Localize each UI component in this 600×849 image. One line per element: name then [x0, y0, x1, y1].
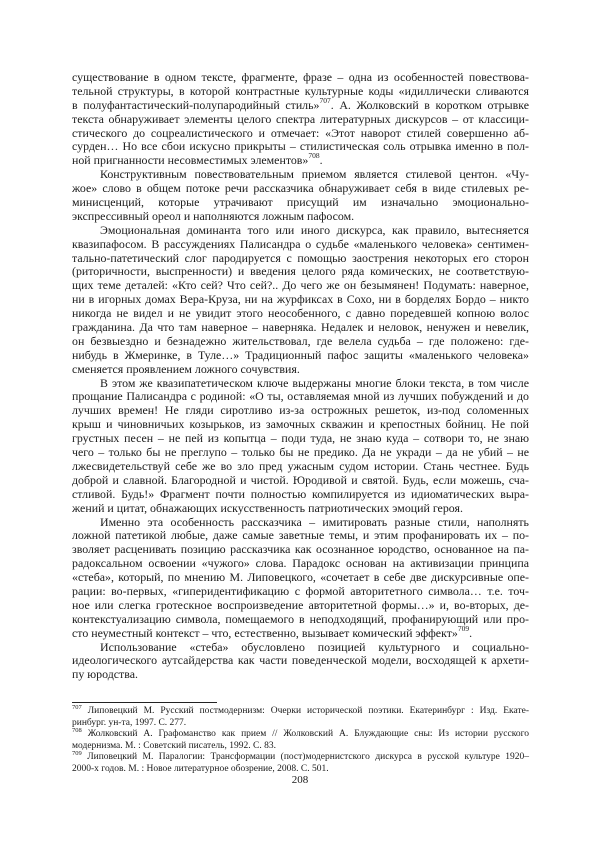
text-segment: . А. Жолковский в коротком отрывке: [330, 97, 529, 112]
text-line: сменяется проявлением ложного сочувствия.: [72, 361, 300, 376]
footnote-line: [72, 752, 529, 764]
text-line: нибудь в Жмеринке, в Туле…» Традиционный пафос защиты «маленького человека»: [72, 347, 529, 362]
text-segment: ной пригнанности несовместимых элементов»: [72, 153, 309, 168]
text-line: «стеба», который, по мнению М. Липовецкого, «сочетает в себе две дискурсивные опе-: [72, 570, 529, 585]
text-line: Конструктивным повествовательным приемом является стилевой центон. «Чу-: [100, 167, 529, 182]
text-line: тельной структуры, в которой контрастные культурные коды «идиллически сливаются: [72, 83, 529, 98]
text-line: лжесвидетельствуй себе же во зло пред ужасным судом истории. Стань честнее. Будь: [72, 458, 529, 473]
text-line: чего – только бы не преглупо – только бы не предико. Да не укради – да не убий – не: [72, 445, 529, 460]
text-line: существование в одном тексте, фрагменте, фразе – одна из особенностей повествова-: [72, 70, 529, 84]
text-line: пу юродства.: [72, 667, 138, 682]
text-segment: .: [319, 153, 323, 168]
text-line: ложной патетикой любые, даже самые заветные темы, и этим профанировать их – по-: [72, 528, 529, 543]
footnote-number: 707: [72, 704, 82, 711]
text-line: Использование «стеба» обусловлено позицией культурного и социально-: [100, 639, 529, 654]
text-line: стливой. Будь!» Фрагмент почти полностью компилируется из идиоматических выра-: [72, 486, 529, 501]
text-line: Эмоциональная доминанта того или иного дискурса, как правило, вытесняется: [100, 222, 529, 237]
page-number: 208: [291, 774, 309, 786]
footnote-number: 708: [72, 727, 82, 735]
text-line: доброй и славной. Благородной и чистой. Юродивой и святой. Будь, если можешь, сча-: [72, 472, 529, 487]
footnote-line: [72, 729, 529, 741]
text-line: никогда не видел и не увидит этого неособенного, с давно поредевшей копною волос: [72, 306, 529, 321]
footnote: [72, 706, 529, 729]
text-segment: сто неуместный контекст – что, естественно, вызывает комический эффект»: [72, 625, 458, 640]
footnote-line: ринбург. ун-та, 1997. С. 277.: [72, 717, 187, 728]
text-line: ное или слегка гротескное воспроизведение авторитетной формы…» и, во-вторых, де-: [72, 597, 529, 612]
text-line: лучших времен! Не гляди сиротливо из-за острожных решеток, из-под соломенных: [72, 403, 529, 418]
text-line: грустных песен – не пей из копытца – поди туда, не знаю куда – сотвори то, не знаю: [72, 431, 529, 446]
text-line: крыш и чиновничьих козырьков, из замочных скважин и крепостных бойниц. Не пой: [72, 417, 529, 432]
paragraph: [72, 71, 529, 168]
footnote-line: модернизма. М. : Советский писатель, 1992. С. 83.: [72, 740, 276, 751]
text-line: сурден… Но все сбои искусно прикрыты – стилистическая соль отрывка именно в пол-: [72, 139, 529, 154]
text-line: [72, 151, 529, 168]
footnote: [72, 752, 529, 775]
text-line: зволяет расценивать позицию рассказчика как осознанное юродство, основанное на па-: [72, 542, 529, 557]
paragraph: [72, 377, 529, 516]
footnote-ref: 708: [308, 151, 320, 161]
text-line: квазипафосом. В рассуждениях Палисандра о судьбе «маленького человека» сентимен-: [72, 236, 529, 251]
text-line: минисценций, которые утрачивают присущий им изначально эмоционально-: [72, 195, 529, 210]
text-line: жений и цитат, обнажающих искусственность патриотических эмоций героя.: [72, 500, 463, 515]
text-line: текста обнаруживает элементы целого спектра литературных дискурсов – от классици-: [72, 111, 529, 126]
text-line: гражданина. Да что там наверное – наверняка. Недалек и неловок, ненужен и невелик,: [72, 320, 529, 335]
text-line: идеологического аутсайдерства как части поведенческой модели, восходящей к архети-: [72, 653, 529, 668]
footnote-text: Липовецкий М. Русский постмодернизм: Очерки исторической поэтики. Екатеринбург : Изд. Екате-: [87, 706, 530, 716]
footnote: [72, 729, 529, 752]
paragraph: [72, 641, 529, 683]
paragraph: [72, 224, 529, 377]
text-line: радоксальном освоении «чужого» слова. Парадокс основан на активизации принципа: [72, 556, 529, 571]
footnote-separator: [72, 702, 217, 703]
text-line: [72, 623, 529, 641]
footnote-ref: 709: [457, 623, 470, 633]
footnote-line: 2000-х годов. М. : Новое литературное обозрение, 2008. С. 501.: [72, 763, 329, 774]
text-line: [72, 95, 529, 113]
text-line: тально-патетический слог пародируется с помощью заострения некоторых его сторон: [72, 250, 529, 265]
footnotes: [72, 706, 529, 776]
footnote-ref: 707: [319, 95, 331, 105]
paragraph: [72, 516, 529, 641]
text-segment: .: [469, 625, 473, 640]
body-text: [72, 71, 529, 682]
text-line: рации: во-первых, «гиперидентификацию с формой авторитетного символа… т.е. точ-: [72, 583, 529, 598]
text-line: жое» слово в общем потоке речи рассказчика обнаруживает себя в виде стилевых ре-: [72, 181, 529, 196]
footnote-number: 709: [72, 750, 82, 758]
footnote-text: Жолковский А. Графоманство как прием // Жолковский А. Блуждающие сны: Из истории русского: [87, 729, 530, 740]
footnote-line: [72, 706, 529, 718]
text-line: он безвыездно и безнадежно жительствовал, где велела судьба – где положено: где-: [72, 333, 529, 348]
text-segment: в полуфантастический-полупародийный стиль»: [72, 97, 320, 112]
text-line: контекстуализацию символа, помещаемого в неподходящий, профанирующий или про-: [72, 611, 529, 626]
text-line: щих теме деталей: «Кто сей? Что сей?.. До чего же он безымянен! Подумать: наверное,: [72, 278, 529, 293]
text-line: В этом же квазипатетическом ключе выдержаны многие блоки текста, в том числе: [100, 375, 529, 390]
text-line: стического до соцреалистического и отмечает: «Этот наворот стилей совершенно аб-: [72, 125, 529, 140]
text-line: прощание Палисандра с родиной: «О ты, оставляемая мной из лучших побуждений и до: [72, 389, 529, 404]
text-line: (риторичности, выспренности) и введения целого ряда комических, не соответствую-: [72, 264, 529, 279]
text-line: экспрессивный ореол и наполняются ложным пафосом.: [72, 208, 355, 223]
text-line: Именно эта особенность рассказчика – имитировать разные стили, наполнять: [100, 514, 529, 529]
footnote-text: Липовецкий М. Паралогии: Трансформации (пост)модернистского дискурса в русской культуре 1920–: [87, 752, 529, 763]
text-line: ни в игорных домах Вера-Круза, ни на журфиксах в Сохо, ни в борделях Бордо – никто: [72, 292, 529, 307]
paragraph: [72, 168, 529, 224]
